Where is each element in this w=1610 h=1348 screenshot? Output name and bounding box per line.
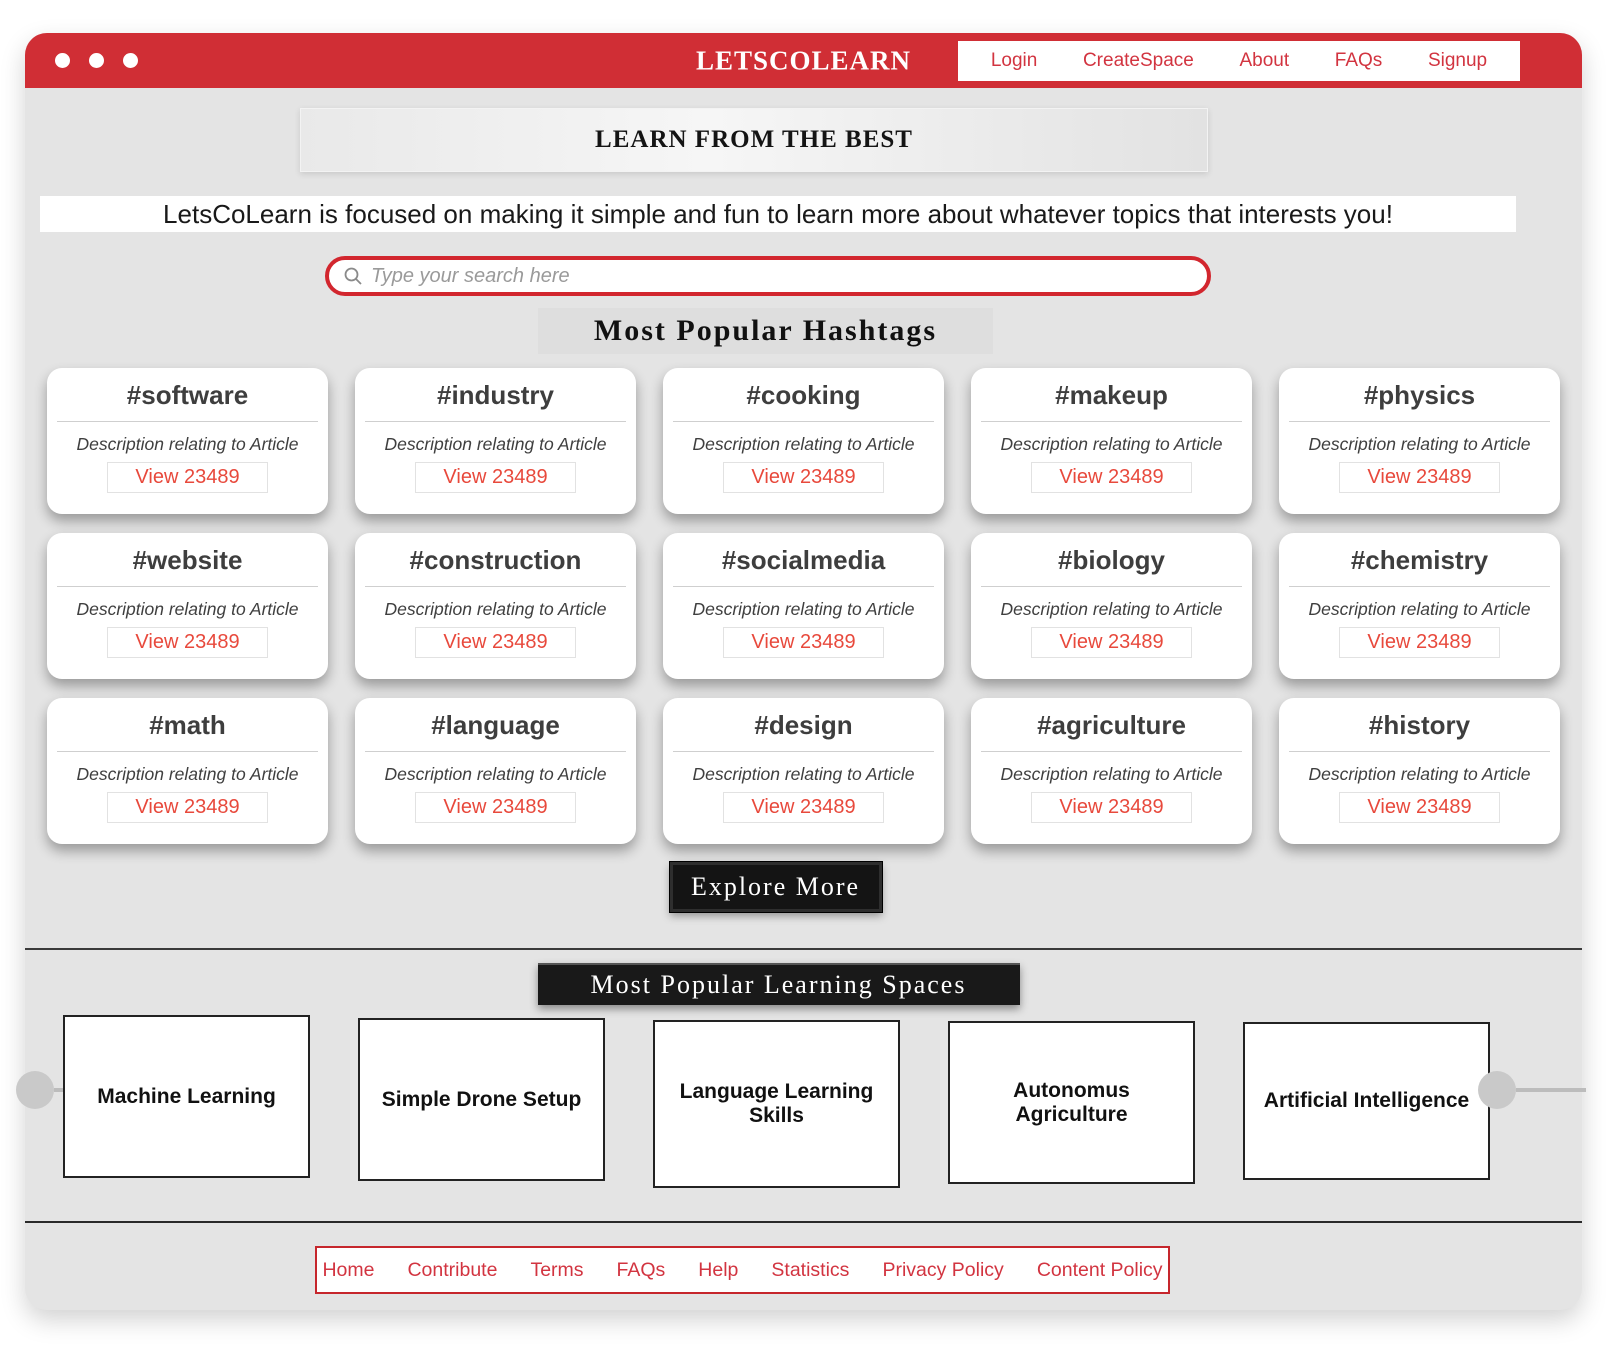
search-icon xyxy=(343,266,363,286)
hashtag-description: Description relating to Article xyxy=(1000,434,1223,454)
hashtag-card-physics[interactable] xyxy=(1279,368,1560,514)
hashtag-card-agriculture[interactable] xyxy=(971,698,1252,844)
view-count-button[interactable]: View 23489 xyxy=(415,627,575,658)
view-count-button[interactable]: View 23489 xyxy=(107,627,267,658)
window-dot-close[interactable] xyxy=(55,53,70,68)
hashtag-card-industry[interactable] xyxy=(355,368,636,514)
footer-link-contribute[interactable]: Contribute xyxy=(407,1258,498,1281)
view-count-button[interactable]: View 23489 xyxy=(107,462,267,493)
carousel-prev-handle[interactable] xyxy=(16,1071,54,1109)
view-count-button[interactable]: View 23489 xyxy=(415,462,575,493)
card-divider xyxy=(673,751,934,752)
hashtag-card-makeup[interactable] xyxy=(971,368,1252,514)
view-count-button[interactable]: View 23489 xyxy=(723,627,883,658)
hashtag-title: #construction xyxy=(409,545,582,575)
app-window xyxy=(25,33,1582,1310)
view-count-button[interactable]: View 23489 xyxy=(1339,792,1499,823)
hashtag-description: Description relating to Article xyxy=(384,599,607,619)
hashtag-title: #chemistry xyxy=(1350,545,1489,575)
footer-navigation xyxy=(315,1246,1170,1294)
hashtag-description: Description relating to Article xyxy=(1308,434,1531,454)
hashtag-description: Description relating to Article xyxy=(384,764,607,784)
tagline-strip xyxy=(40,196,1516,232)
hashtag-title: #math xyxy=(149,710,226,740)
hashtag-card-construction[interactable] xyxy=(355,533,636,679)
footer-link-help[interactable]: Help xyxy=(698,1258,739,1281)
footer-divider xyxy=(25,1221,1582,1223)
card-divider xyxy=(57,586,318,587)
carousel-next-stick xyxy=(1516,1088,1586,1092)
view-count-button[interactable]: View 23489 xyxy=(723,462,883,493)
hero-banner-title: LEARN FROM THE BEST xyxy=(595,126,913,153)
hashtag-description: Description relating to Article xyxy=(1000,599,1223,619)
hashtag-description: Description relating to Article xyxy=(692,599,915,619)
footer-link-faqs[interactable]: FAQs xyxy=(616,1258,666,1281)
hashtag-card-socialmedia[interactable] xyxy=(663,533,944,679)
search-bar xyxy=(325,256,1211,296)
footer-link-terms[interactable]: Terms xyxy=(530,1258,584,1281)
card-divider xyxy=(57,421,318,422)
space-card-language-learning-skills[interactable]: Language Learning Skills xyxy=(653,1020,900,1188)
hashtag-title: #physics xyxy=(1363,380,1476,410)
space-card-simple-drone-setup[interactable]: Simple Drone Setup xyxy=(358,1018,605,1181)
section-divider xyxy=(25,948,1582,950)
window-dot-minimize[interactable] xyxy=(89,53,104,68)
hashtag-card-math[interactable] xyxy=(47,698,328,844)
carousel-next-handle[interactable] xyxy=(1478,1071,1516,1109)
card-divider xyxy=(981,751,1242,752)
space-card-artificial-intelligence[interactable]: Artificial Intelligence xyxy=(1243,1022,1490,1180)
nav-login[interactable]: Login xyxy=(990,50,1038,71)
carousel-next-knob-icon xyxy=(1478,1071,1516,1109)
view-count-button[interactable]: View 23489 xyxy=(1339,462,1499,493)
hashtag-description: Description relating to Article xyxy=(76,434,299,454)
footer-link-content-policy[interactable]: Content Policy xyxy=(1036,1258,1163,1281)
card-divider xyxy=(673,586,934,587)
nav-faqs[interactable]: FAQs xyxy=(1334,50,1383,71)
hashtag-description: Description relating to Article xyxy=(76,764,299,784)
tagline-text: LetsCoLearn is focused on making it simple and fun to learn more about whatever topics that interests you! xyxy=(163,198,1393,229)
search-input[interactable] xyxy=(371,265,1193,288)
hashtag-card-design[interactable] xyxy=(663,698,944,844)
card-divider xyxy=(981,586,1242,587)
hashtag-description: Description relating to Article xyxy=(1308,599,1531,619)
hashtag-card-history[interactable] xyxy=(1279,698,1560,844)
card-divider xyxy=(365,751,626,752)
view-count-button[interactable]: View 23489 xyxy=(1031,462,1191,493)
learning-spaces-carousel xyxy=(25,1015,1582,1193)
hashtag-title: #agriculture xyxy=(1037,710,1186,740)
carousel-prev-knob-icon xyxy=(16,1071,54,1109)
app-title: LETSCOLEARN xyxy=(695,45,912,75)
hashtag-title: #socialmedia xyxy=(721,545,886,575)
hashtag-description: Description relating to Article xyxy=(1308,764,1531,784)
card-divider xyxy=(365,586,626,587)
hashtag-description: Description relating to Article xyxy=(1000,764,1223,784)
nav-createspace[interactable]: CreateSpace xyxy=(1082,50,1194,71)
hashtag-title: #language xyxy=(431,710,560,740)
window-controls xyxy=(55,53,138,68)
space-card-machine-learning[interactable]: Machine Learning xyxy=(63,1015,310,1178)
hashtag-title: #software xyxy=(126,380,249,410)
hashtag-description: Description relating to Article xyxy=(384,434,607,454)
card-divider xyxy=(57,751,318,752)
view-count-button[interactable]: View 23489 xyxy=(723,792,883,823)
top-navigation xyxy=(958,41,1520,81)
hashtag-description: Description relating to Article xyxy=(692,434,915,454)
hashtag-grid xyxy=(25,354,1582,844)
card-divider xyxy=(981,421,1242,422)
card-divider xyxy=(1289,751,1550,752)
card-divider xyxy=(1289,421,1550,422)
hashtag-card-cooking[interactable] xyxy=(663,368,944,514)
learning-spaces-heading: Most Popular Learning Spaces xyxy=(538,963,1020,1005)
card-divider xyxy=(365,421,626,422)
hashtag-title: #history xyxy=(1368,710,1471,740)
window-dot-maximize[interactable] xyxy=(123,53,138,68)
carousel-track xyxy=(63,1015,1490,1188)
view-count-button[interactable]: View 23489 xyxy=(1031,627,1191,658)
hashtag-card-website[interactable] xyxy=(47,533,328,679)
hashtag-title: #makeup xyxy=(1055,380,1168,410)
hashtag-title: #design xyxy=(754,710,853,740)
view-count-button[interactable]: View 23489 xyxy=(415,792,575,823)
nav-signup[interactable]: Signup xyxy=(1427,50,1488,71)
card-divider xyxy=(673,421,934,422)
footer-link-statistics[interactable]: Statistics xyxy=(771,1258,850,1281)
space-card-autonomus-agriculture[interactable]: Autonomus Agriculture xyxy=(948,1021,1195,1184)
hashtag-card-biology[interactable] xyxy=(971,533,1252,679)
footer-link-privacy-policy[interactable]: Privacy Policy xyxy=(882,1258,1004,1281)
hashtag-title: #industry xyxy=(436,380,555,410)
hashtag-description: Description relating to Article xyxy=(692,764,915,784)
hashtag-card-language[interactable] xyxy=(355,698,636,844)
hashtag-title: #website xyxy=(132,545,243,575)
explore-more-button[interactable]: Explore More xyxy=(670,862,882,912)
view-count-button[interactable]: View 23489 xyxy=(1031,792,1191,823)
hashtags-heading: Most Popular Hashtags xyxy=(538,308,993,354)
view-count-button[interactable]: View 23489 xyxy=(107,792,267,823)
footer-link-home[interactable]: Home xyxy=(322,1258,375,1281)
nav-about[interactable]: About xyxy=(1239,50,1290,71)
header-bar xyxy=(25,33,1582,88)
card-divider xyxy=(1289,586,1550,587)
hashtag-card-software[interactable] xyxy=(47,368,328,514)
hashtag-title: #cooking xyxy=(746,380,861,410)
hashtag-title: #biology xyxy=(1058,545,1165,575)
view-count-button[interactable]: View 23489 xyxy=(1339,627,1499,658)
hashtag-description: Description relating to Article xyxy=(76,599,299,619)
hero-banner xyxy=(300,108,1208,172)
hashtag-card-chemistry[interactable] xyxy=(1279,533,1560,679)
